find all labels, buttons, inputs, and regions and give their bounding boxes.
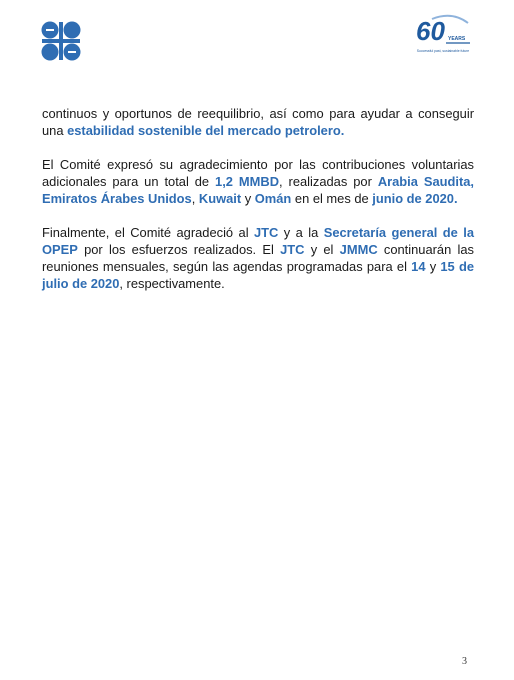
anniversary-years-label: YEARS <box>448 36 466 42</box>
paragraph-2: El Comité expresó su agradecimiento por las contribuciones voluntarias adicionales para un total de 1,2 MMBD, realizadas por Arabia Saudita, Emiratos Árabes Unidos, Kuwait y Omán en el mes de junio de 2020. <box>42 157 475 206</box>
document-body <box>42 105 474 309</box>
60-years-anniversary-icon <box>412 13 474 57</box>
page-number: 3 <box>462 656 467 667</box>
anniversary-tagline: Successful past, sustainable future <box>416 49 470 53</box>
paragraph-3: Finalmente, el Comité agradeció al JTC y a la Secretaría general de la OPEP por los esfuerzos realizados. El JTC y el JMMC continuarán las reuniones mensuales, según las agendas programadas para el 14 y 15 de julio de 2020, respectivamente. <box>42 225 474 291</box>
paragraph-1: continuos y oportunos de reequilibrio, así como para ayudar a conseguir una estabilidad sostenible del mercado petrolero. <box>42 106 474 138</box>
opec-logo-icon <box>40 20 82 62</box>
anniversary-number: 60 <box>416 16 445 46</box>
